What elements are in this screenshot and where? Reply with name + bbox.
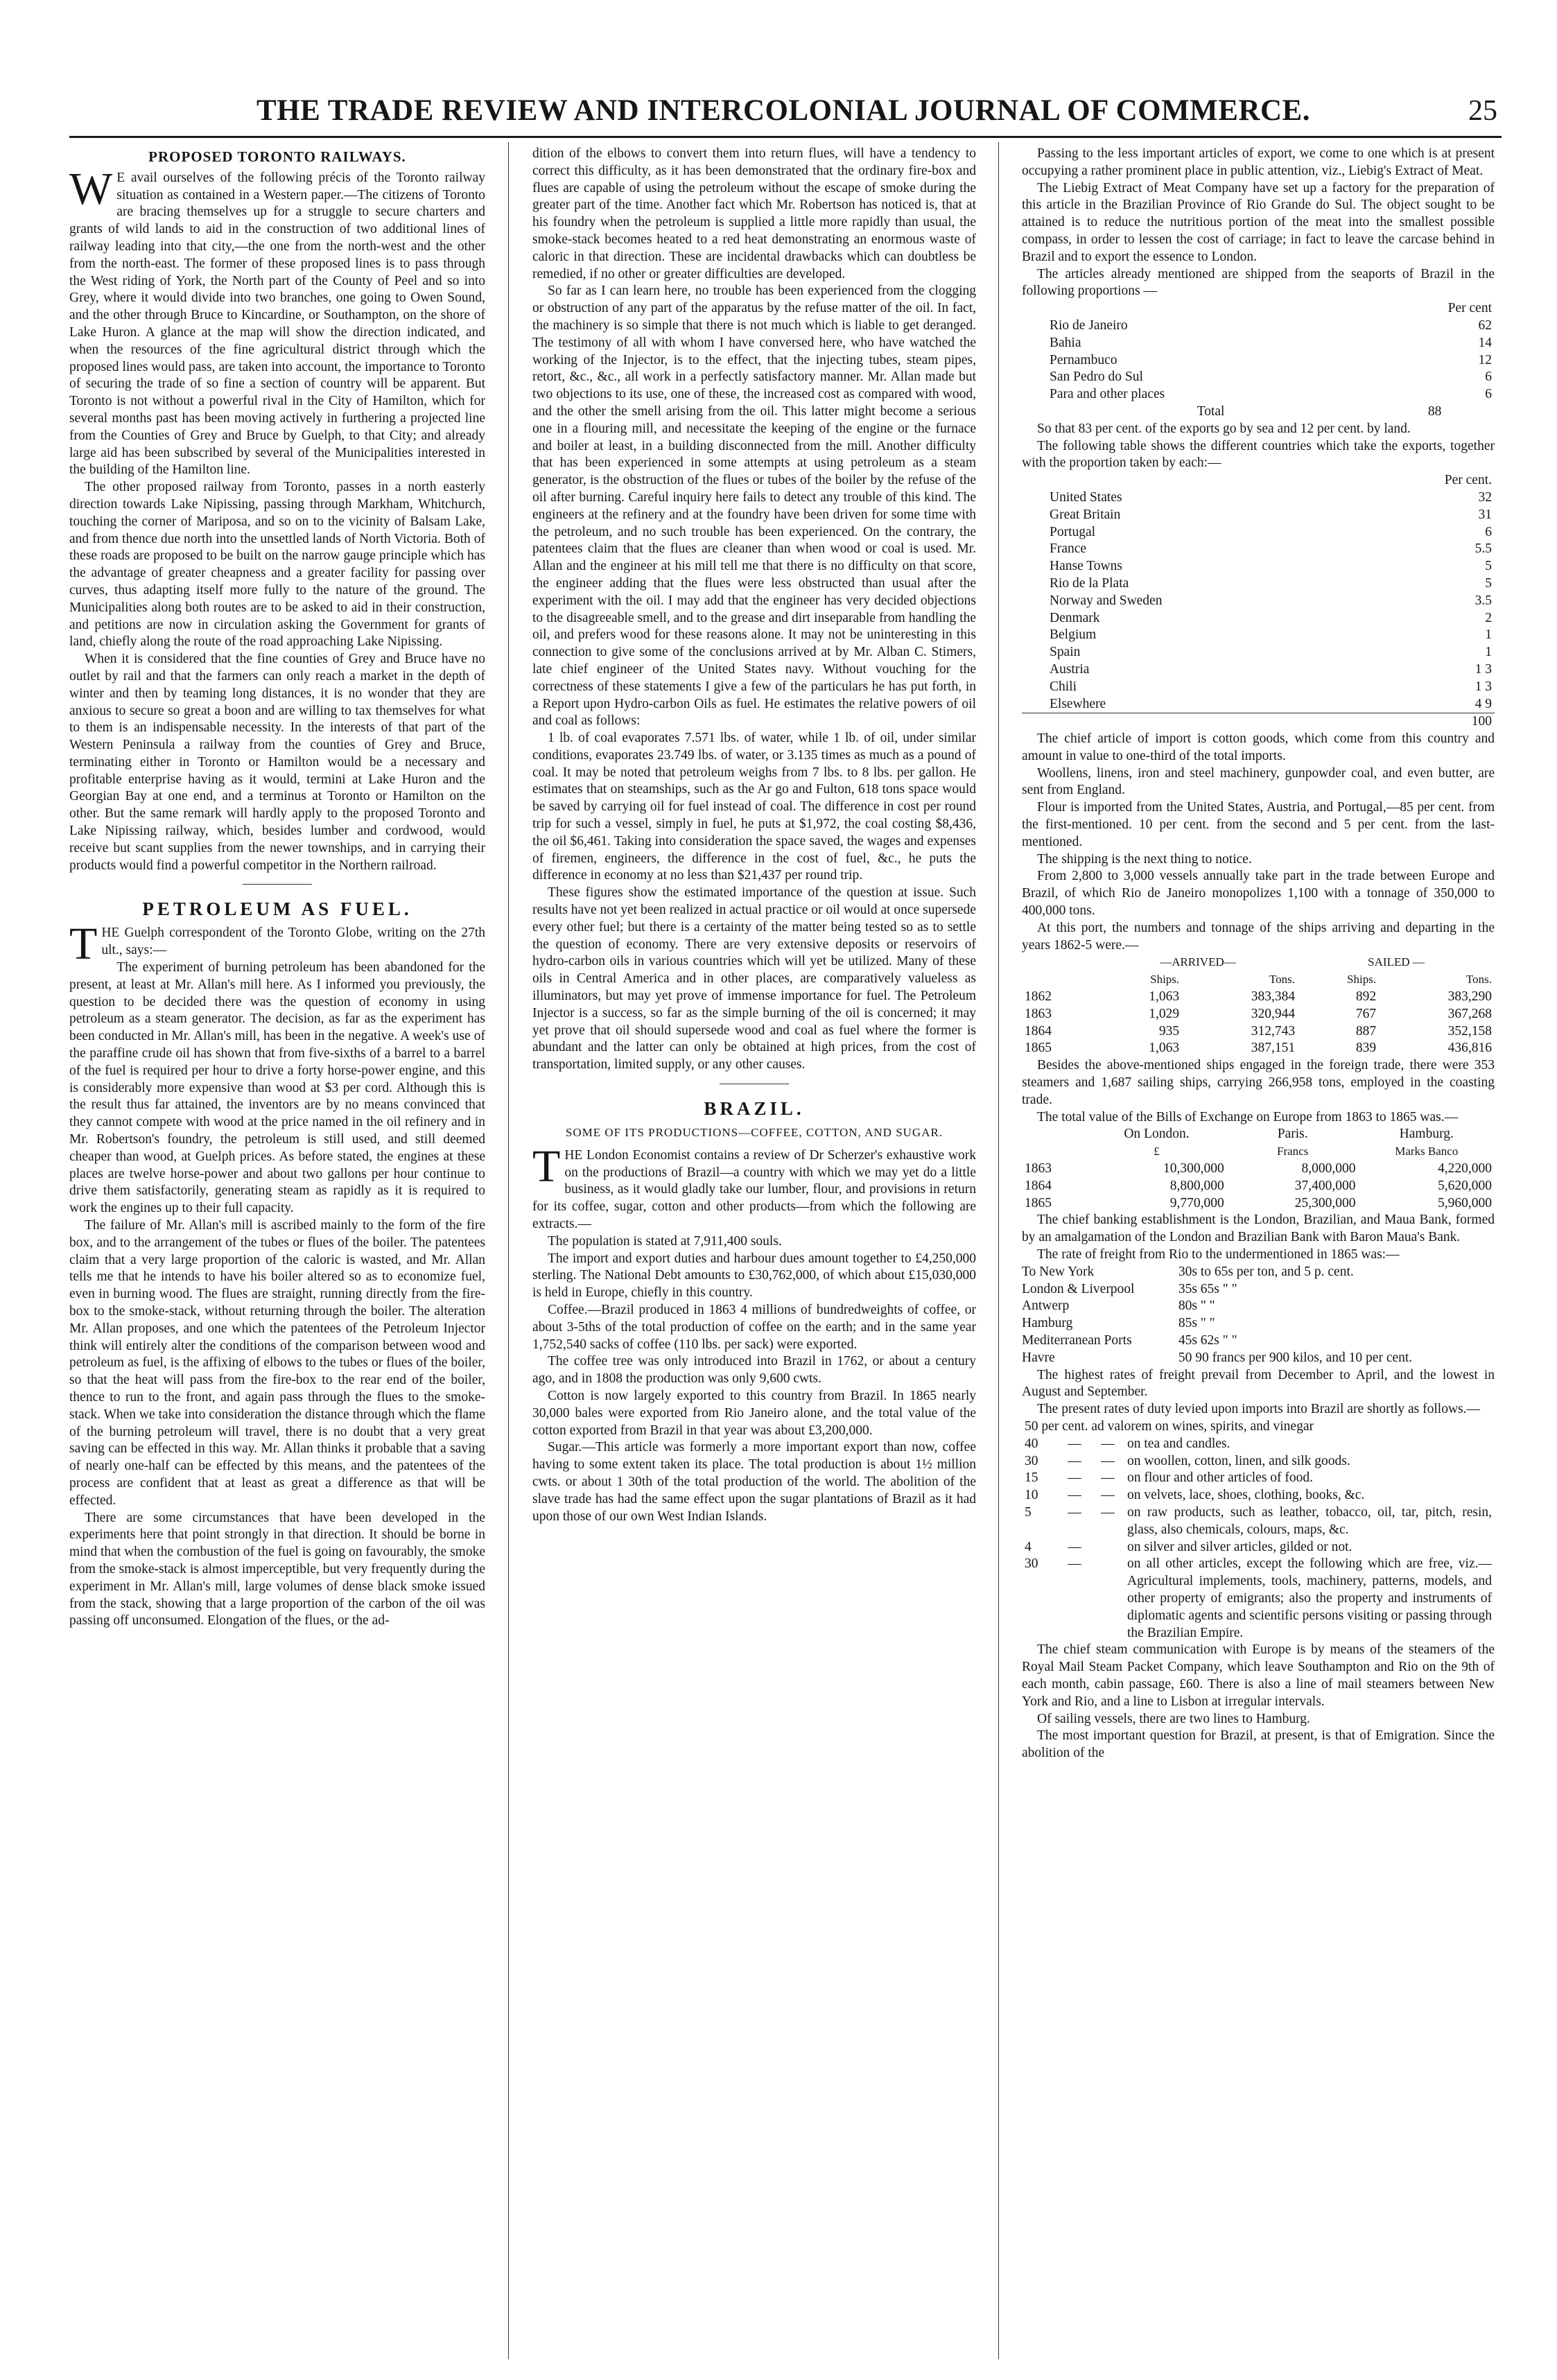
ditto-mark: — [1101, 1488, 1115, 1503]
percent-value: 1 3 [1475, 679, 1492, 694]
paragraph: Woollens, linens, iron and steel machinery, gunpowder coal, and even butter, are sent from England. [1022, 765, 1495, 798]
table-row [1022, 386, 1495, 403]
tons-arrived: 387,151 [1251, 1041, 1296, 1056]
article-title-petroleum: PETROLEUM AS FUEL. [142, 898, 412, 920]
percent-value: 12 [1478, 352, 1492, 367]
article-subtitle-brazil: SOME OF ITS PRODUCTIONS—COFFEE, COTTON, AND SUGAR. [565, 1126, 943, 1140]
ditto-mark: — [1068, 1539, 1081, 1554]
country-name: Great Britain [1050, 507, 1121, 522]
column-1 [69, 146, 485, 2361]
percent-value: 32 [1478, 489, 1492, 505]
tons-arrived: 320,944 [1251, 1006, 1296, 1021]
paragraph: The coffee tree was only introduced into Brazil in 1762, or about a century ago, and in 1808 the production was only 9,600 cwts. [532, 1354, 976, 1387]
table-row [1022, 1556, 1495, 1642]
paragraph: Passing to the less important articles of export, we come to one which is at present occupying a rather prominent place in public attention, viz., Liebig's Extract of Meat. [1022, 146, 1495, 178]
percent-value: 3.5 [1475, 593, 1492, 608]
year: 1865 [1025, 1195, 1052, 1210]
freight-destination: Mediterranean Ports [1022, 1332, 1132, 1348]
country-name: Portugal [1050, 524, 1096, 539]
ditto-mark: — [1068, 1504, 1081, 1520]
table-row [1022, 1350, 1495, 1367]
table-header: Ships. [1347, 973, 1377, 987]
page-number: 25 [1468, 95, 1497, 127]
port-name: Bahia [1050, 335, 1081, 350]
paragraph: The failure of Mr. Allan's mill is ascribed mainly to the form of the fire box, and to the arrangement of the tubes or flues of the boiler. The patentees claim that a very large proportion of the caloric is wasted, and Mr. Allan tells me that he intends to have his boiler altered so as to economize fuel, even in burning wood. The flues are straight, running directly from the fire-box to the smoke-stack, without returning through the boiler. The alteration Mr. Allan proposes, and one which the patentees of the Petroleum Injector think will entirely alter the conditions of the comparison between wood and petroleum as fuel, is the affixing of elbows to the tubes or flues of the boiler, so that the heat will pass from the fire-box to the rear end of the boiler, thence to run to the front, and again pass through the flues to the smoke-stack. When we take into consideration the distance through which the flame of the burning petroleum will travel, there is no doubt that a very great saving can be effected in this way. Mr. Allan thinks it probable that a saving of nearly one-half can be effected by this means, and the patentees of the process are confident that at least as great a difference as that will be effected. [69, 1218, 485, 1508]
drop-cap: W [69, 163, 113, 214]
ships-arrived: 935 [1158, 1023, 1180, 1039]
article-divider [243, 884, 312, 885]
table-row [1022, 1332, 1495, 1350]
table-row [1022, 610, 1495, 627]
country-name: Hanse Towns [1050, 559, 1122, 574]
table-row [1022, 1504, 1495, 1539]
table-row [1022, 1264, 1495, 1281]
percent-value: 1 3 [1475, 661, 1492, 677]
table-row [1022, 507, 1495, 524]
column-2 [532, 146, 976, 2361]
tons-arrived: 312,743 [1251, 1023, 1296, 1039]
paris-value: 25,300,000 [1294, 1195, 1356, 1210]
duty-items: on silver and silver articles, gilded or not. [1127, 1539, 1352, 1554]
table-row [1022, 489, 1495, 507]
ditto-mark [1091, 1539, 1124, 1556]
table-row [1022, 661, 1495, 679]
port-name: Rio de Janeiro [1050, 318, 1128, 333]
article-title-brazil: BRAZIL. [704, 1098, 805, 1120]
ditto-mark [1091, 1556, 1124, 1642]
tons-sailed: 436,816 [1447, 1041, 1492, 1056]
table-header: Tons. [1269, 973, 1296, 987]
column-3 [1022, 146, 1495, 2361]
table-header [1022, 971, 1098, 989]
table-header: Per cent [1447, 301, 1492, 316]
table-row [1022, 1539, 1495, 1556]
paris-value: 37,400,000 [1294, 1178, 1356, 1193]
table-row [1022, 593, 1495, 610]
ships-sailed: 767 [1355, 1006, 1377, 1021]
paragraph: The articles already mentioned are shipped from the seaports of Brazil in the following proportions — [1022, 266, 1495, 299]
table-row [1022, 352, 1495, 370]
total-value: 88 [1427, 403, 1442, 419]
paragraph: The highest rates of freight prevail from December to April, and the lowest in August and September. [1022, 1367, 1495, 1400]
percent-value: 14 [1478, 335, 1492, 350]
paragraph: The import and export duties and harbour dues amount together to £4,250,000 sterling. The National Debt amounts to £30,762,000, of which about £15,030,000 is held in Europe, chiefly in this country. [532, 1251, 976, 1301]
percent-value: 1 [1485, 627, 1492, 643]
freight-destination: Hamburg [1022, 1316, 1073, 1331]
table-header: —ARRIVED— [1160, 955, 1236, 969]
ships-sailed: 839 [1355, 1041, 1377, 1056]
country-name: France [1050, 541, 1087, 557]
table-row [1022, 318, 1495, 335]
ships-sailed: 887 [1355, 1023, 1377, 1039]
paragraph: The experiment of burning petroleum has been abandoned for the present, at least at Mr. Allan's mill here. As I informed you previously, the question to be decided there was the question of economy in using petroleum as a steam generator. The decision, as far as the experiment has been conducted in Mr. Allan's mill, has been in the negative. A week's use of the paraffine crude oil has shown that from five-sixths of a barrel to a barrel of the fuel is required per hour to drive a forty horse-power engine, and this is considerably more expensive than wood at $3 per cord. Although this is the result thus far attained, the inventors are by no means convinced that they cannot compete with wood at the price named in the oil refinery and in Mr. Robertson's foundry, the petroleum is still used, and still deemed cheaper than wood, at Guelph prices. As before stated, the engines at these places are twelve horse-power and about two gallons per hour continue to drive them satisfactorily, generating steam as rapidly as it is required to work the engines up to their full capacity. [69, 960, 485, 1216]
duty-rate: 40 [1025, 1436, 1038, 1451]
table-row [1022, 1453, 1495, 1470]
table-header: Tons. [1465, 973, 1492, 987]
duty-rate: 4 [1025, 1539, 1032, 1554]
freight-destination: To New York [1022, 1264, 1095, 1279]
duty-rate: 30 [1025, 1556, 1038, 1572]
bills-of-exchange-table [1022, 1126, 1495, 1212]
country-name: Chili [1050, 679, 1077, 694]
london-value: 9,770,000 [1169, 1195, 1224, 1210]
hamburg-value: 4,220,000 [1438, 1161, 1492, 1176]
table-row [1022, 541, 1495, 558]
table-unit: Francs [1276, 1145, 1309, 1158]
table-row [1022, 369, 1495, 386]
percent-value: 5 [1485, 575, 1492, 591]
import-duties-table [1022, 1418, 1495, 1642]
ditto-mark: — [1068, 1470, 1081, 1486]
freight-rate: 80s " " [1178, 1298, 1215, 1314]
ships-arrived: 1,029 [1149, 1006, 1180, 1021]
freight-rate: 85s " " [1178, 1316, 1215, 1331]
exports-by-country-table [1022, 472, 1495, 731]
port-name: Para and other places [1050, 387, 1165, 402]
country-name: United States [1050, 489, 1122, 505]
table-row [1022, 627, 1495, 644]
paragraph: From 2,800 to 3,000 vessels annually take part in the trade between Europe and Brazil, of which Rio de Janeiro monopolizes 1,100 with a tonnage of 350,000 to 400,000 tons. [1022, 869, 1495, 919]
ditto-mark: — [1068, 1436, 1081, 1451]
table-total-row [1022, 713, 1495, 731]
port-name: Pernambuco [1050, 352, 1117, 367]
paragraph: Besides the above-mentioned ships engaged in the foreign trade, there were 353 steamers and 1,687 sailing ships, carrying 266,958 tons, employed in the coasting trade. [1022, 1058, 1495, 1107]
country-name: Belgium [1050, 627, 1097, 643]
table-row [1022, 1178, 1495, 1195]
duty-items: on velvets, lace, shoes, clothing, books, &c. [1127, 1488, 1365, 1503]
table-header: Ships. [1150, 973, 1180, 987]
country-name: Spain [1050, 645, 1081, 660]
table-header: Hamburg. [1399, 1127, 1454, 1142]
year: 1862 [1025, 989, 1052, 1005]
table-row [1022, 558, 1495, 575]
country-name: Elsewhere [1050, 696, 1106, 711]
table-row [1022, 1281, 1495, 1298]
table-row [1022, 1195, 1495, 1213]
ships-arrived: 1,063 [1149, 1041, 1180, 1056]
paragraph: The following table shows the different countries which take the exports, together with the proportion taken by each:— [1022, 438, 1495, 471]
table-row [1022, 1418, 1495, 1436]
duty-rate: 50 per cent. ad valorem on wines, spirits, and vinegar [1025, 1418, 1314, 1434]
duty-items: on raw products, such as leather, tobacco, oil, tar, pitch, resin, glass, also chemicals, colours, maps, &c. [1127, 1504, 1492, 1537]
table-row [1022, 1023, 1495, 1041]
table-row [1022, 1436, 1495, 1453]
freight-rate: 45s 62s " " [1178, 1332, 1237, 1348]
shipping-table [1022, 954, 1495, 1057]
table-row [1022, 575, 1495, 593]
paragraph: The total value of the Bills of Exchange on Europe from 1863 to 1865 was.— [1037, 1109, 1459, 1124]
table-total-row [1022, 403, 1495, 421]
percent-value: 6 [1485, 370, 1492, 385]
duty-rate: 5 [1025, 1504, 1032, 1520]
total-value: 100 [1367, 713, 1495, 731]
ditto-mark: — [1101, 1504, 1115, 1520]
table-row [1022, 1470, 1495, 1487]
running-head [69, 92, 1497, 133]
percent-value: 5 [1485, 559, 1492, 574]
freight-rate: 30s to 65s per ton, and 5 p. cent. [1178, 1264, 1354, 1279]
country-name: Rio de la Plata [1050, 575, 1129, 591]
country-name: Norway and Sweden [1050, 593, 1163, 608]
paris-value: 8,000,000 [1301, 1161, 1356, 1176]
paragraph: 1 lb. of coal evaporates 7.571 lbs. of water, while 1 lb. of oil, under similar conditions, evaporates 23.749 lbs. of water, or 3.135 times as much as a pound of coal. It may be noted that petroleum weighs from 7 lbs. to 8 lbs. per gallon. He estimates that on steamships, such as the Ar go and Fulton, 618 tons space would be saved by carrying oil for fuel instead of coal. The difference in cost per round trip for such a vessel, simply in fuel, he puts at $1,972, the coal costing $8,436, the oil $6,461. Taking into consideration the space saved, the wages and expenses of firemen, engineers, the difference in the cost of fuel, &c., he puts the difference in economy at no less than $21,437 per round trip. [532, 731, 976, 883]
percent-value: 6 [1485, 524, 1492, 539]
table-row [1022, 1315, 1495, 1332]
freight-rate: 50 90 francs per 900 kilos, and 10 per cent. [1178, 1350, 1413, 1365]
freight-destination: Antwerp [1022, 1298, 1070, 1314]
table-row [1022, 644, 1495, 661]
paragraph: The present rates of duty levied upon imports into Brazil are shortly as follows.— [1037, 1402, 1481, 1417]
year: 1863 [1025, 1161, 1052, 1176]
duty-items: on all other articles, except the following which are free, viz.—Agricultural implements, tools, machinery, patterns, models, and other property of emigrants; also the property and instruments of diplomatic agents and scientific persons visiting or passing through the Brazilian Empire. [1127, 1556, 1492, 1640]
paragraph: So far as I can learn here, no trouble has been experienced from the clogging or obstruction of any part of the apparatus by the refuse matter of the oil. In fact, the machinery is so simple that there is not much which is liable to get deranged. The testimony of all with whom I have conversed here, who have watched the working of the Injector, is to the effect, that the injecting tubes, steam pipes, retort, &c., &c., all work in a perfectly satisfactory manner. Mr. Allan made but two objections to its use, one of these, the increased cost as compared with wood, and the other the smell arising from the oil. This latter might become a serious one in a flouring mill, and necessitate the keeping of the engine or the furnace and boiler at least, in a building disconnected from the mill. Another difficulty that has been experienced in some attempts at using petroleum as a steam generator, is the obstruction of the flues or tubes of the boiler by the refuse of the oil after burning. Careful inquiry here fails to detect any trouble of this kind. The engineers at the refinery and at the foundry have been driven for some time with the petroleum, and no such trouble has been experienced. On the contrary, the patentees claim that the flues are cleaner than when wood or coal is used. Mr. Allan and the engineer at his mill tell me that there is no difficulty on that score, the engineer adding that the flues were less obstructed than usual after the experiment with the oil. I may add that the engineer has very decided objections to the disagreeable smell, and to the grease and dirt inseparable from handling the oil, and prefers wood for these reasons alone. It may not be uninteresting in this connection to give some of the conclusions arrived at by Mr. Alban C. Stimers, late chief engineer of the United States navy. Without vouching for the correctness of these statements I give a few of the particulars he has put forth, in a Report upon Hydro-carbon Oils as fuel. He estimates the relative powers of oil and coal as follows: [532, 284, 976, 729]
percent-value: 31 [1478, 507, 1492, 522]
year: 1864 [1025, 1178, 1052, 1193]
paragraph: At this port, the numbers and tonnage of the ships arriving and departing in the years 1862-5 were.— [1022, 920, 1495, 953]
table-row [1022, 1487, 1495, 1504]
freight-rates-table [1022, 1264, 1495, 1367]
tons-sailed: 352,158 [1447, 1023, 1492, 1039]
year: 1863 [1025, 1006, 1052, 1021]
table-row [1022, 1040, 1495, 1057]
paragraph: There are some circumstances that have been developed in the experiments here that point strongly in that direction. It should be borne in mind that when the combustion of the fuel is going on favourably, the smoke from the smoke-stack is almost imperceptible, but very frequently during the experiment in Mr. Allan's mill, large volumes of dense black smoke issued from the stack, showing that a large proportion of the carbon of the oil was passing off unconsumed. Elongation of the flues, or the ad- [69, 1510, 485, 1628]
duty-items: on tea and candles. [1127, 1436, 1230, 1451]
header-rule [69, 136, 1502, 138]
table-header: On London. [1124, 1127, 1190, 1142]
table-unit [1022, 1143, 1086, 1161]
paragraph: Cotton is now largely exported to this country from Brazil. In 1865 nearly 30,000 bales were exported from Rio Janeiro alone, and the total value of the cotton exported from Brazil in that year was about £3,200,000. [532, 1388, 976, 1438]
freight-destination: London & Liverpool [1022, 1281, 1135, 1296]
total-label: Total [1197, 403, 1225, 419]
paragraph: dition of the elbows to convert them into return flues, will have a tendency to correct this difficulty, as it has been demonstrated that the ordinary fire-box and flues are capable of using the petroleum without the escape of smoke during the greater part of the time. Another fact which Mr. Robertson has noticed is, that at his foundry when the petroleum is supplied a little more rapidly than usual, the smoke-stack becomes heated to a red heat demonstrating an enormous waste of caloric in that direction. These are incidental drawbacks which can doubtless be remedied, if no other or greater difficulties are developed. [532, 146, 976, 281]
journal-title: THE TRADE REVIEW AND INTERCOLONIAL JOURNAL OF COMMERCE. [256, 94, 1310, 127]
paragraph: Sugar.—This article was formerly a more important export than now, coffee having to some extent taken its place. The total production is about 1½ million cwts. or about 1 30th of the total production of the world. The abolition of the slave trade has had the same effect upon the sugar plantations of Brazil as it had upon those of our own West Indian Islands. [532, 1440, 976, 1524]
table-row [1022, 696, 1495, 713]
table-unit: Marks Banco [1395, 1145, 1459, 1158]
ditto-mark: — [1068, 1556, 1081, 1572]
drop-cap: T [532, 1140, 561, 1192]
percent-value: 5.5 [1475, 541, 1492, 557]
year: 1864 [1025, 1023, 1052, 1039]
london-value: 10,300,000 [1163, 1161, 1224, 1176]
paragraph: The rate of freight from Rio to the undermentioned in 1865 was:— [1037, 1247, 1400, 1262]
duty-rate: 15 [1025, 1470, 1038, 1486]
tons-arrived: 383,384 [1251, 989, 1296, 1005]
percent-value: 4 9 [1475, 696, 1492, 711]
paragraph: THE London Economist contains a review of Dr Scherzer's exhaustive work on the productions of Brazil—a country with which we may yet do a little business, as it would gladly take our lumber, flour, and provisions in return for its coffee, sugar, cotton and other products—from which the following are extracts.— [532, 1140, 976, 1232]
duty-items: on flour and other articles of food. [1127, 1470, 1314, 1486]
paragraph: Flour is imported from the United States, Austria, and Portugal,—85 per cent. from the first-mentioned. 10 per cent. from the second and 5 per cent. from the last-mentioned. [1022, 800, 1495, 849]
paragraph: W E avail ourselves of the following précis of the Toronto railway situation as contained in a Western paper.—The citizens of Toronto are bracing themselves up for a struggle to secure charters and grants of wild lands to aid in the construction of two additional lines of railway leading into that city,—the one from the north-west and the other from the north-east. The former of these proposed lines is to pass through the West riding of York, the North part of the County of Peel and so into Grey, where it would divide into two branches, one going to Owen Sound, and the other through Bruce to Kincardine, or Southampton, on the shore of Lake Huron. A glance at the map will show the direction indicated, and when the resources of the fine agricultural district through which the proposed lines would pass, are taken into account, the importance to Toronto of securing the trade of so fine a section of country will be apparent. But Toronto is not without a powerful rival in the City of Hamilton, which for several months past has been moving actively in furthering a projected line from the Counties of Grey and Bruce by Guelph, to that City; and already large aid has been subscribed by several of the Municipalities interested in the building of the Hamilton line. [69, 163, 485, 478]
paragraph: The chief article of import is cotton goods, which come from this country and amount in value to one-third of the total imports. [1022, 731, 1495, 763]
paragraph: The Liebig Extract of Meat Company have set up a factory for the preparation of this article in the Brazilian Province of Rio Grande do Sul. The object sought to be attained is to reduce the nutritious portion of the meat into the smallest possible compass, in order to lessen the cost of carriage; in fact to leave the carcase behind in Brazil and to export the essence to London. [1022, 180, 1495, 264]
duty-items: on woollen, cotton, linen, and silk goods. [1127, 1453, 1350, 1468]
paragraph: Of sailing vessels, there are two lines to Hamburg. [1037, 1711, 1310, 1726]
tons-sailed: 383,290 [1447, 989, 1492, 1005]
article-title-railways: PROPOSED TORONTO RAILWAYS. [148, 148, 406, 165]
ships-sailed: 892 [1355, 989, 1377, 1005]
hamburg-value: 5,620,000 [1438, 1178, 1492, 1193]
port-name: San Pedro do Sul [1050, 370, 1143, 385]
duty-rate: 30 [1025, 1453, 1038, 1468]
table-row [1022, 524, 1495, 541]
paragraph: The chief steam communication with Europe is by means of the steamers of the Royal Mail Steam Packet Company, which leave Southampton and Rio on the 9th of each month, cabin passage, £60. There is also a line of mail steamers between New York and Rio, and a line to Lisbon at irregular intervals. [1022, 1642, 1495, 1709]
table-header: Paris. [1277, 1127, 1308, 1142]
percent-value: 2 [1485, 610, 1492, 625]
paragraph: When it is considered that the fine counties of Grey and Bruce have no outlet by rail and that the farmers can only reach a market in the depth of winter and then by teaming long distances, it is no wonder that they are anxious to secure so great a boon and are willing to tax themselves for what to them is an indispensable necessity. In the interests of that part of the Western Peninsula a railway from the counties of Grey and Bruce, terminating either in Toronto or Hamilton would be a necessary and profitable enterprise having as it would, termini at Lake Huron and the Georgian Bay at one end, and a terminus at Toronto or Hamilton on the other. But the same remark will hardly apply to the proposed Toronto and Lake Nipissing railway, which, besides lumber and cordwood, would receive but scant supplies from the newer townships, and in carrying their products would find a powerful competitor in the Northern railroad. [69, 652, 485, 873]
london-value: 8,800,000 [1169, 1178, 1224, 1193]
table-unit: £ [1154, 1145, 1160, 1158]
table-header [1022, 1126, 1086, 1143]
paragraph: The most important question for Brazil, at present, is that of Emigration. Since the abolition of the [1022, 1728, 1495, 1761]
paragraph: The population is stated at 7,911,400 souls. [548, 1233, 782, 1249]
percent-value: 6 [1485, 387, 1492, 402]
tons-sailed: 367,268 [1447, 1006, 1492, 1021]
ditto-mark: — [1068, 1488, 1081, 1503]
ditto-mark: — [1101, 1470, 1115, 1486]
hamburg-value: 5,960,000 [1438, 1195, 1492, 1210]
country-name: Denmark [1050, 610, 1100, 625]
table-row [1022, 1161, 1495, 1178]
table-row [1022, 1006, 1495, 1023]
paragraph: Coffee.—Brazil produced in 1863 4 millions of bundredweights of coffee, or about 3-5ths of the total production of coffee on the earth; and in the same year 1,752,540 sacks of coffee (110 lbs. per sack) were exported. [532, 1303, 976, 1352]
table-row [1022, 989, 1495, 1006]
ditto-mark: — [1101, 1453, 1115, 1468]
paragraph: The other proposed railway from Toronto, passes in a north easterly direction towards Lake Nipissing, passing through Markham, Whitchurch, touching the corner of Mariposa, and so on to the vicinity of Balsam Lake, and from thence due north into the unsettled lands of North Victoria. Both of these roads are proposed to be built on the narrow gauge principle which has the advantage of greater cheapness and a greater facility for passing over curves, thus adapting itself more fully to the nature of the ground. The Municipalities along both routes are to be asked to aid in their construction, and petitions are now in circulation asking the Government for grants of land, chiefly along the route of the road approaching Lake Nipissing. [69, 480, 485, 650]
paragraph: The shipping is the next thing to notice. [1037, 851, 1252, 867]
table-row [1022, 1298, 1495, 1315]
paragraph: The chief banking establishment is the London, Brazilian, and Maua Bank, formed by an amalgamation of the London and Brazilian Bank with Baron Maua's Bank. [1022, 1213, 1495, 1245]
table-row [1022, 679, 1495, 696]
paragraph: So that 83 per cent. of the exports go by sea and 12 per cent. by land. [1037, 421, 1411, 436]
paragraph: THE Guelph correspondent of the Toronto Globe, writing on the 27th ult., says:— [69, 919, 485, 970]
percent-value: 1 [1485, 645, 1492, 660]
paragraph: These figures show the estimated importance of the question at issue. Such results have not yet been realized in actual practice or oil would at once supersede every other fuel; but there is a certainty of the matter being tested so as to settle the question of economy. There are very extensive deposits or reservoirs of hydro-carbon oils in various countries which will yet be utilized. Many of these oils in Central America and in other places, are comparatively valueless as illuminators, but may yet prove of immense importance for fuel. The Petroleum Injector is a success, so far as the simple burning of the oil is concerned; it may yet prove that oil should supersede wood and coal as fuel where the former is abundant and the latter can only be obtained at high prices, from the cost of transportation, limited supply, or any other causes. [532, 885, 976, 1072]
freight-rate: 35s 65s " " [1178, 1281, 1237, 1296]
table-header: SAILED — [1368, 955, 1425, 969]
freight-destination: Havre [1022, 1350, 1055, 1365]
table-row [1022, 335, 1495, 352]
exports-by-port-table [1022, 300, 1495, 421]
ditto-mark: — [1101, 1436, 1115, 1451]
ditto-mark: — [1068, 1453, 1081, 1468]
year: 1865 [1025, 1041, 1052, 1056]
ships-arrived: 1,063 [1149, 989, 1180, 1005]
column-rule-2 [998, 142, 999, 2359]
percent-value: 62 [1478, 318, 1492, 333]
table-header: Per cent. [1444, 473, 1492, 488]
duty-rate: 10 [1025, 1488, 1038, 1503]
country-name: Austria [1050, 661, 1090, 677]
column-rule-1 [508, 142, 509, 2359]
drop-cap: T [69, 919, 98, 970]
